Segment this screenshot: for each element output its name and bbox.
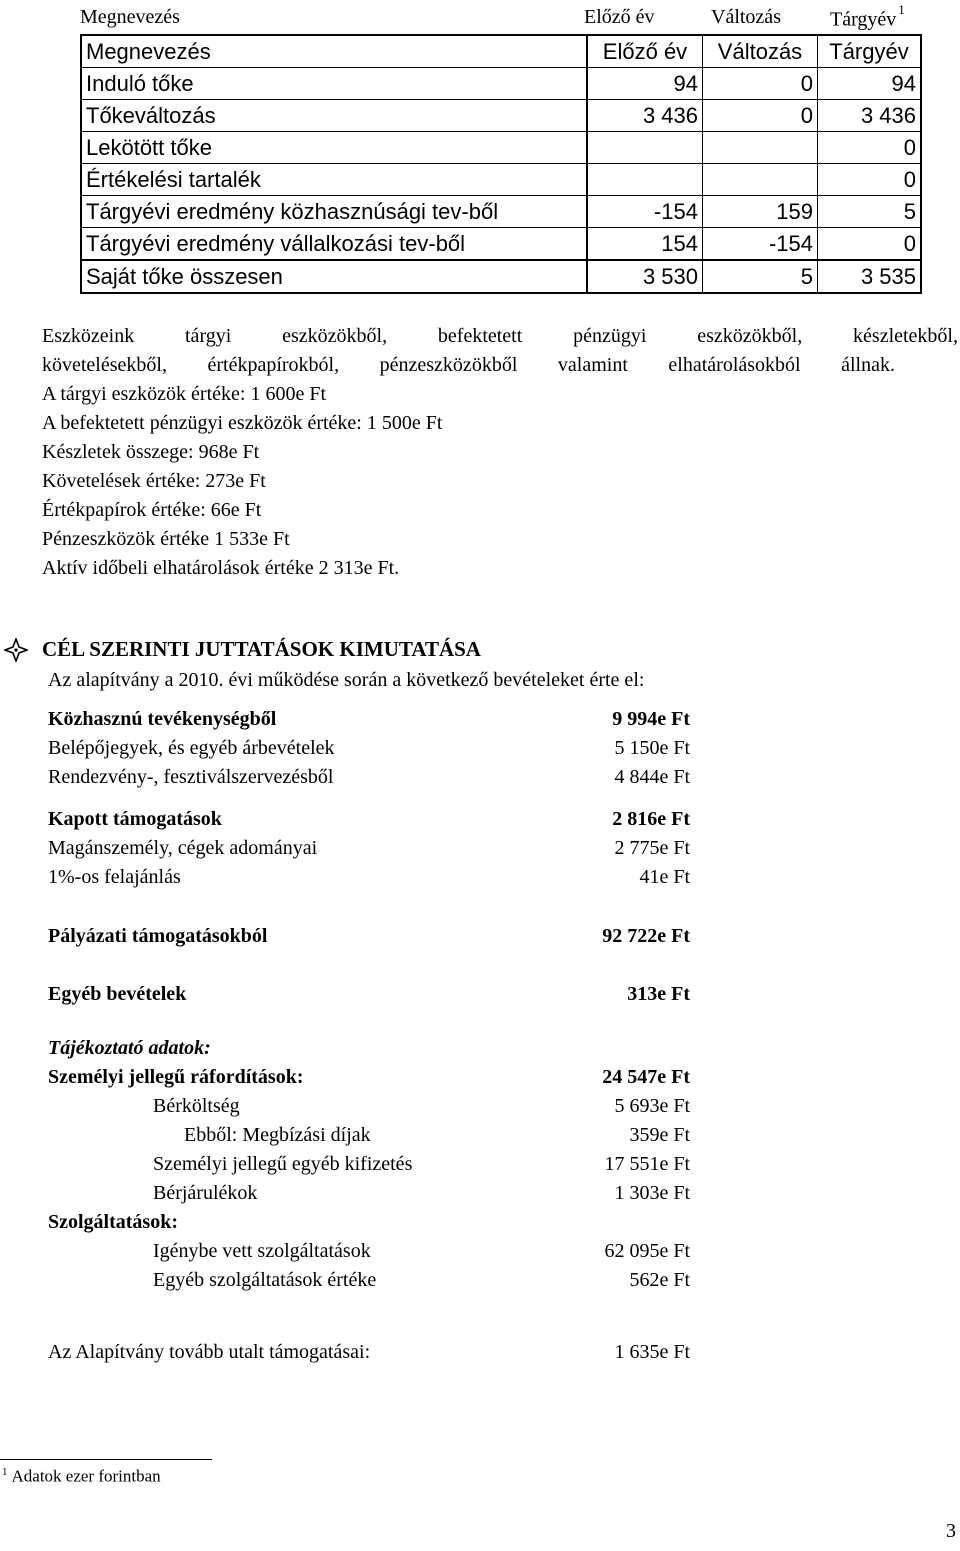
footnote-number: 1 [2,1466,8,1478]
value-cell: 3 535 [818,260,922,293]
income-value: 2 775e Ft [614,837,690,859]
info-label: Bérjárulékok [153,1182,258,1204]
income-label: Magánszemély, cégek adományai [48,837,318,859]
header-name: Megnevezés [80,6,180,28]
table-row [81,100,921,132]
income-value: 41e Ft [639,866,690,888]
column-header: Megnevezés [81,35,587,68]
footnote [2,1466,161,1486]
value-cell: 0 [703,100,818,132]
asset-item: A befektetett pénzügyi eszközök értéke: 1 500e Ft [42,412,443,434]
value-cell: 5 [818,196,922,228]
section-intro: Az alapítvány a 2010. évi működése során a következő bevételeket érte el: [48,669,645,691]
info-value: 562e Ft [629,1269,690,1291]
income-label: Belépőjegyek, és egyéb árbevételek [48,737,335,759]
value-cell: 154 [587,228,703,261]
assets-intro-line2: követelésekből, értékpapírokból, pénzeszközökből valamint elhatárolásokból állnak. [42,354,895,376]
info-label: Az Alapítvány tovább utalt támogatásai: [48,1341,371,1363]
footnote-divider [0,1459,212,1460]
value-cell: 0 [818,228,922,261]
table-row [81,196,921,228]
value-cell: 3 436 [818,100,922,132]
row-label-cell: Értékelési tartalék [81,164,587,196]
income-label: 1%-os felajánlás [48,866,181,888]
footnote-text: Adatok ezer forintban [11,1466,161,1486]
diamond-bullet-icon [4,638,28,667]
column-header: Változás [703,35,818,68]
header-current-year [830,2,905,32]
income-label: Rendezvény-, fesztiválszervezésből [48,766,334,788]
income-value: 2 816e Ft [612,808,690,830]
info-value: 359e Ft [629,1124,690,1146]
table-header-row [81,35,921,68]
row-label-cell: Lekötött tőke [81,132,587,164]
info-label: Egyéb szolgáltatások értéke [153,1269,377,1291]
value-cell [587,132,703,164]
value-cell: 159 [703,196,818,228]
asset-item: Pénzeszközök értéke 1 533e Ft [42,528,290,550]
header-change: Változás [711,6,781,28]
assets-list [42,380,922,583]
info-label: Személyi jellegű egyéb kifizetés [153,1153,413,1175]
info-label: Bérköltség [153,1095,240,1117]
assets-intro-line1: Eszközeink tárgyi eszközökből, befektetett pénzügyi eszközökből, készletekből, [42,325,958,347]
asset-item: Készletek összege: 968e Ft [42,441,260,463]
income-value: 5 150e Ft [614,737,690,759]
column-header: Tárgyév [818,35,922,68]
page-number: 3 [946,1520,956,1542]
income-value: 9 994e Ft [612,708,690,730]
equity-table [80,34,922,294]
row-label-cell: Tárgyévi eredmény vállalkozási tev-ből [81,228,587,261]
value-cell: 3 436 [587,100,703,132]
income-label: Pályázati támogatásokból [48,925,268,947]
value-cell [587,164,703,196]
header-prev-year: Előző év [584,6,655,28]
income-label: Egyéb bevételek [48,983,187,1005]
info-value: 62 095e Ft [604,1240,690,1262]
section-title: CÉL SZERINTI JUTTATÁSOK KIMUTATÁSA [42,637,481,661]
table-row [81,228,921,261]
info-heading: Tájékoztató adatok: [48,1037,211,1059]
column-header: Előző év [587,35,703,68]
value-cell: 0 [703,68,818,100]
row-label-cell: Tárgyévi eredmény közhasznúsági tev-ből [81,196,587,228]
asset-item: Aktív időbeli elhatárolások értéke 2 313e Ft. [42,557,400,579]
equity-table-body [81,35,921,293]
info-value: 1 635e Ft [614,1341,690,1363]
asset-item: Követelések értéke: 273e Ft [42,470,266,492]
value-cell [703,164,818,196]
income-label: Kapott támogatások [48,808,222,830]
info-value: 1 303e Ft [614,1182,690,1204]
table-row [81,164,921,196]
value-cell: 0 [818,132,922,164]
income-value: 92 722e Ft [602,925,690,947]
info-value: 17 551e Ft [604,1153,690,1175]
info-label: Szolgáltatások: [48,1211,178,1233]
income-value: 4 844e Ft [614,766,690,788]
value-cell: 5 [703,260,818,293]
asset-item: A tárgyi eszközök értéke: 1 600e Ft [42,383,327,405]
row-label-cell: Tőkeváltozás [81,100,587,132]
info-label: Ebből: Megbízási díjak [184,1124,371,1146]
value-cell [703,132,818,164]
table-row [81,260,921,293]
row-label-cell: Saját tőke összesen [81,260,587,293]
info-label: Személyi jellegű ráfordítások: [48,1066,304,1088]
asset-item: Értékpapírok értéke: 66e Ft [42,499,262,521]
income-label: Közhasznú tevékenységből [48,708,277,730]
table-row [81,132,921,164]
value-cell: 94 [587,68,703,100]
value-cell: 94 [818,68,922,100]
footnote-ref: 1 [898,2,905,17]
value-cell: 0 [818,164,922,196]
row-label-cell: Induló tőke [81,68,587,100]
value-cell: 3 530 [587,260,703,293]
value-cell: -154 [703,228,818,261]
info-label: Igénybe vett szolgáltatások [153,1240,371,1262]
info-value: 5 693e Ft [614,1095,690,1117]
header-current-label: Tárgyév [830,8,897,31]
info-value: 24 547e Ft [602,1066,690,1088]
value-cell: -154 [587,196,703,228]
income-value: 313e Ft [627,983,690,1005]
table-row [81,68,921,100]
